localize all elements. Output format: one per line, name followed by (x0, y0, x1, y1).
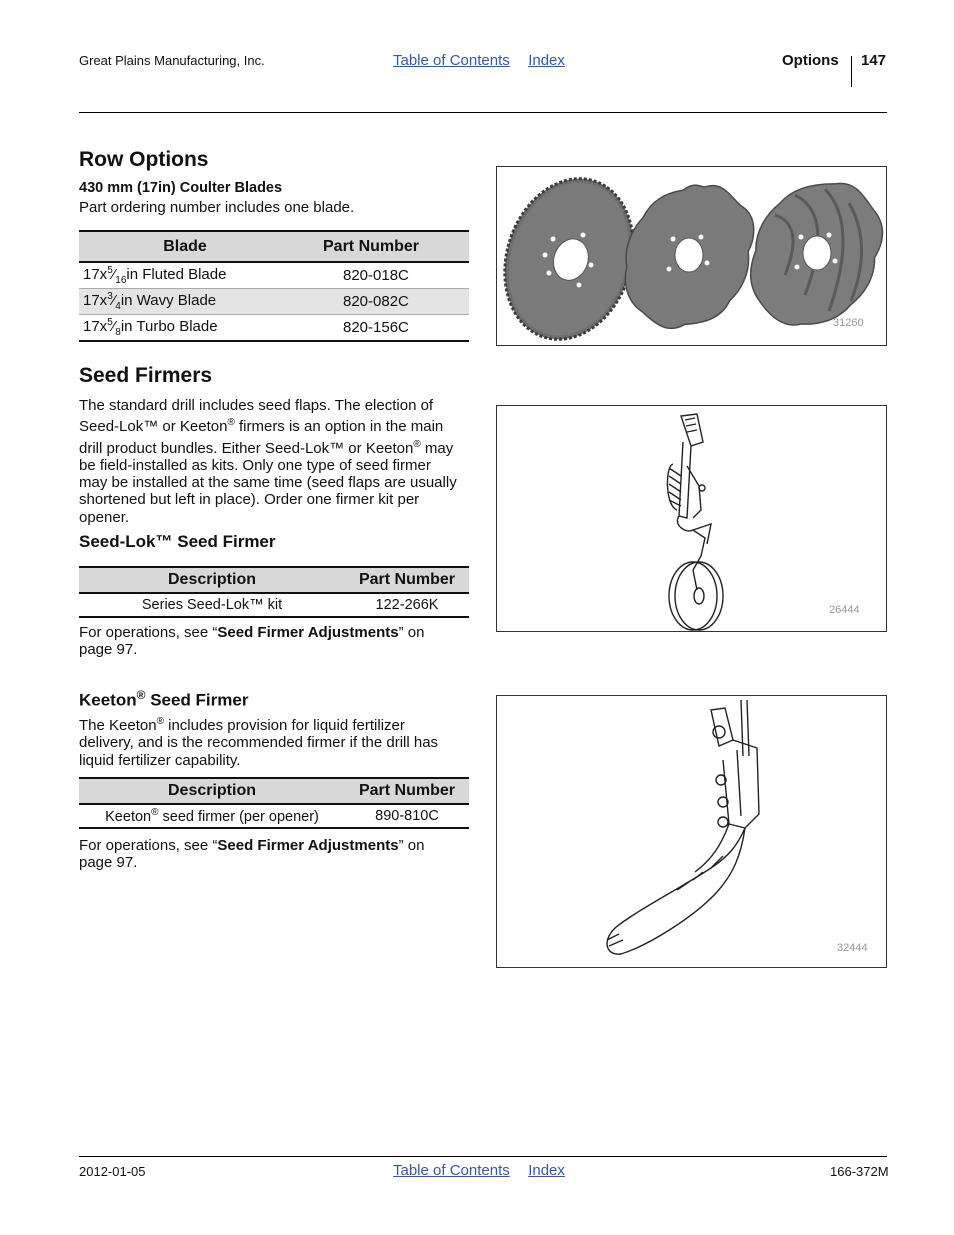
part-number-header: Part Number (291, 231, 469, 262)
table-row (79, 315, 469, 342)
header-links (393, 52, 579, 70)
figure-number: 32444 (837, 942, 868, 954)
keeton-ops-note: For operations, see “Seed Firmer Adjustments” on page 97. (79, 837, 425, 872)
part-cell: 820-156C (291, 315, 469, 342)
coulter-blades-note: Part ordering number includes one blade. (79, 199, 355, 216)
footer-links (393, 1162, 579, 1180)
part-cell: 820-082C (291, 289, 469, 315)
part-number-header: Part Number (345, 778, 469, 804)
description-cell: Series Seed-Lok™ kit (79, 593, 345, 617)
figure-number: 31260 (833, 317, 864, 329)
index-link[interactable]: Index (528, 52, 565, 69)
footer-doc-number: 166-372M (830, 1164, 889, 1179)
row-options-title: Row Options (79, 148, 209, 171)
seed-firmers-paragraph: The standard drill includes seed flaps. The election of Seed-Lok™ or Keeton® firmers is an option in the main drill product bundles. Either Seed-Lok™ or Keeton® may be field-installed as kits. Only one type of seed firmer may be installed at the same time (seed flaps are usually shortened but left in place). Order one firmer kit per opener. (79, 397, 457, 526)
seedlok-title: Seed-Lok™ Seed Firmer (79, 532, 276, 551)
description-header: Description (79, 567, 345, 593)
toc-link[interactable]: Table of Contents (393, 52, 510, 69)
table-row (79, 593, 469, 617)
keeton-firmer-illustration (497, 696, 886, 967)
blade-cell: $17x^5⁄_8in$ Turbo Blade (79, 315, 291, 342)
company-name: Great Plains Manufacturing, Inc. (79, 53, 265, 68)
blade-table (79, 230, 469, 342)
table-row (79, 804, 469, 828)
seed-firmers-title: Seed Firmers (79, 364, 213, 387)
seedlok-firmer-illustration (497, 406, 886, 631)
coulter-blades-subtitle: 430 mm (17in) Coulter Blades (79, 180, 283, 196)
blade-header: Blade (79, 231, 291, 262)
header-divider (851, 56, 852, 87)
figure-number: 26444 (829, 604, 860, 616)
header-rule (79, 112, 887, 113)
part-cell: 122-266K (345, 593, 469, 617)
description-cell: Keeton® seed firmer (per opener) (79, 804, 345, 828)
wavy-blade-image (611, 169, 766, 344)
keeton-table (79, 777, 469, 829)
keeton-title: Keeton® Seed Firmer (79, 688, 249, 710)
page-number: 147 (861, 52, 887, 69)
seedlok-ops-note: For operations, see “Seed Firmer Adjustments” on page 97. (79, 624, 425, 659)
coulter-blades-figure (496, 166, 887, 346)
description-header: Description (79, 778, 345, 804)
seedlok-table (79, 566, 469, 618)
footer-date: 2012-01-05 (79, 1164, 146, 1179)
section-name: Options (782, 52, 839, 69)
footer-rule (79, 1156, 887, 1157)
table-row (79, 262, 469, 289)
part-number-header: Part Number (345, 567, 469, 593)
keeton-figure (496, 695, 887, 968)
blade-cell: $17x^5⁄_{16}in$ Fluted Blade (79, 262, 291, 289)
seedlok-figure (496, 405, 887, 632)
toc-link[interactable]: Table of Contents (393, 1162, 510, 1179)
table-row (79, 289, 469, 315)
part-cell: 890-810C (345, 804, 469, 828)
keeton-paragraph: The Keeton® includes provision for liquid fertilizer delivery, and is the recommended firmer if the drill has liquid fertilizer capability. (79, 716, 439, 769)
blade-cell: $17x^3⁄_4in$ Wavy Blade (79, 289, 291, 315)
index-link[interactable]: Index (528, 1162, 565, 1179)
coulter-blades-illustration (497, 167, 886, 345)
part-cell: 820-018C (291, 262, 469, 289)
